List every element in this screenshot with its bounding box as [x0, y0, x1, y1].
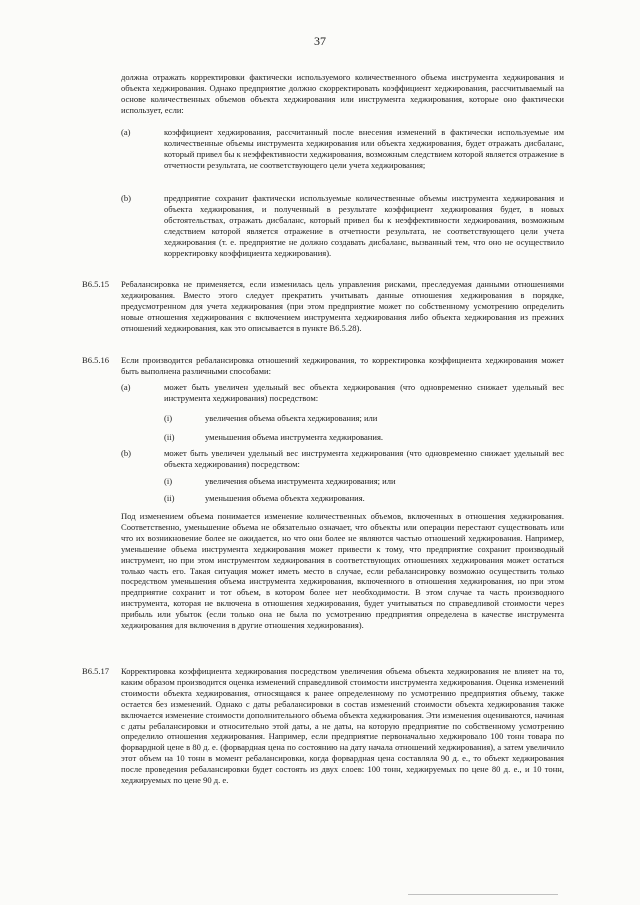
intro-paragraph: должна отражать корректировки фактически используемого количественного объема инструмента хеджирования и объекта хеджирования. Однако предприятие должно скорректировать коэффициент хеджирования, рассчитываемый на основе количественных объемов объекта хеджирования или инструмента хеджирования, которые оно фактически использует, если:: [121, 72, 564, 115]
intro-item-a-text: коэффициент хеджирования, рассчитанный после внесения изменений в фактически используемые им количественные объемы инструмента хеджирования или объекта хеджирования, будет отражать дисбаланс, который привел бы к неэффективности хеджирования, возможным следствием которой является отражение в отчетности результата, не соответствующего цели учета хеджирования;: [164, 127, 564, 170]
b6516-item-a-text: может быть увеличен удельный вес объекта хеджирования (что одновременно снижает удельный вес инструмента хеджирования) посредством:: [164, 382, 564, 403]
paragraph-id-b6517: B6.5.17: [82, 666, 110, 676]
scan-edge-line: [408, 894, 558, 895]
b6516-b-sub-i-text: увеличения объема инструмента хеджирования; или: [205, 476, 396, 486]
paragraph-b6516-text: Если производится ребалансировка отношений хеджирования, то корректировка коэффициента хеджирования может быть выполнена различными способами:: [121, 355, 564, 376]
intro-item-b-text: предприятие сохранит фактически используемые количественные объемы инструмента хеджирования и объекта хеджирования, и полученный в результате коэффициент хеджирования будет, в новых обстоятельствах, отражать дисбаланс, который привел бы к неэффективности хеджирования, возможным следствием которой является отражение в отчетности результата, не соответствующего цели учета хеджирования (т. е. предприятие не должно создавать дисбаланс, вызванный тем, что оно не осуществило корректировку коэффициента хеджирования).: [164, 193, 564, 258]
paragraph-id-b6516: B6.5.16: [82, 355, 110, 365]
paragraph-b6515-text: Ребалансировка не применяется, если изменилась цель управления рисками, преследуемая данными отношениями хеджирования. Вместо этого следует прекратить учитывать данные отношения хеджирования в порядке, предусмотренном для учета хеджирования (при этом предприятие может по собственному усмотрению определить новые отношения хеджирования с включением инструмента хеджирования либо объекта хеджирования из прежних отношений хеджирования, как это описывается в пункте B6.5.28).: [121, 279, 564, 333]
b6516-a-sub-ii-label: (ii): [164, 432, 175, 442]
b6516-b-sub-i-label: (i): [164, 476, 173, 486]
intro-item-a-label: (a): [121, 127, 131, 137]
b6516-b-sub-ii-label: (ii): [164, 493, 175, 503]
b6516-b-sub-ii-text: уменьшения объема объекта хеджирования.: [205, 493, 365, 503]
paragraph-id-b6515: B6.5.15: [82, 279, 110, 289]
page-number: 37: [314, 34, 326, 48]
intro-item-b-label: (b): [121, 193, 131, 203]
b6516-a-sub-i-text: увеличения объема объекта хеджирования; или: [205, 413, 378, 423]
b6516-volume-paragraph: Под изменением объема понимается изменение количественных объемов, включенных в отношения хеджирования. Соответственно, уменьшение объема не обязательно означает, что объекты или операции перестают существовать или что их возникновение более не ожидается, но что они более не являются частью отношений хеджирования. Например, уменьшение объема инструмента хеджирования может привести к тому, что предприятие сохранит производный инструмент, но при этом инструментом хеджирования в соответствующих отношениях хеджирования может остаться только часть его. Такая ситуация может иметь место в случае, если ребалансировку возможно осуществить только посредством уменьшения объема инструмента хеджирования, включенного в отношения хеджирования, но при этом предприятие сохранит и тот объем, в котором более нет необходимости. В этом случае та часть производного инструмента, которая не включена в отношения хеджирования, будет учитываться по справедливой стоимости через прибыль или убыток (если только она не была по усмотрению предприятия определена в качестве инструмента хеджирования для включения в другие отношения хеджирования).: [121, 511, 564, 631]
b6516-item-a-label: (a): [121, 382, 131, 392]
b6516-a-sub-i-label: (i): [164, 413, 173, 423]
b6516-item-b-label: (b): [121, 448, 131, 458]
b6516-a-sub-ii-text: уменьшения объема инструмента хеджирования.: [205, 432, 384, 442]
b6516-item-b-text: может быть увеличен удельный вес инструмента хеджирования (что одновременно снижает удельный вес объекта хеджирования) посредством:: [164, 448, 564, 469]
paragraph-b6517-text: Корректировка коэффициента хеджирования посредством увеличения объема объекта хеджирования не влияет на то, каким образом производится оценка изменений справедливой стоимости инструмента хеджирования. Оценка изменений стоимости объекта хеджирования, относящаяся к ранее определенному по усмотрению предприятия объему, также остается без изменений. Однако с даты ребалансировки в состав изменений стоимости объекта хеджирования также включается изменение стоимости дополнительного объема объекта хеджирования. Эти изменения оцениваются, начиная с даты ребалансировки и относительно этой даты, а не даты, на которую предприятие по собственному усмотрению определило отношения хеджирования. Например, если предприятие первоначально хеджировало 100 тонн товара по форвардной цене в 80 д. е. (форвардная цена по состоянию на дату начала отношений хеджирования), а затем увеличило этот объем на 10 тонн в момент ребалансировки, когда форвардная цена составляла 90 д. е., то объект хеджирования после проведения ребалансировки будет состоять из двух слоев: 100 тонн, хеджируемых по цене 80 д. е., и 10 тонн, хеджируемых по цене 90 д. е.: [121, 666, 564, 786]
